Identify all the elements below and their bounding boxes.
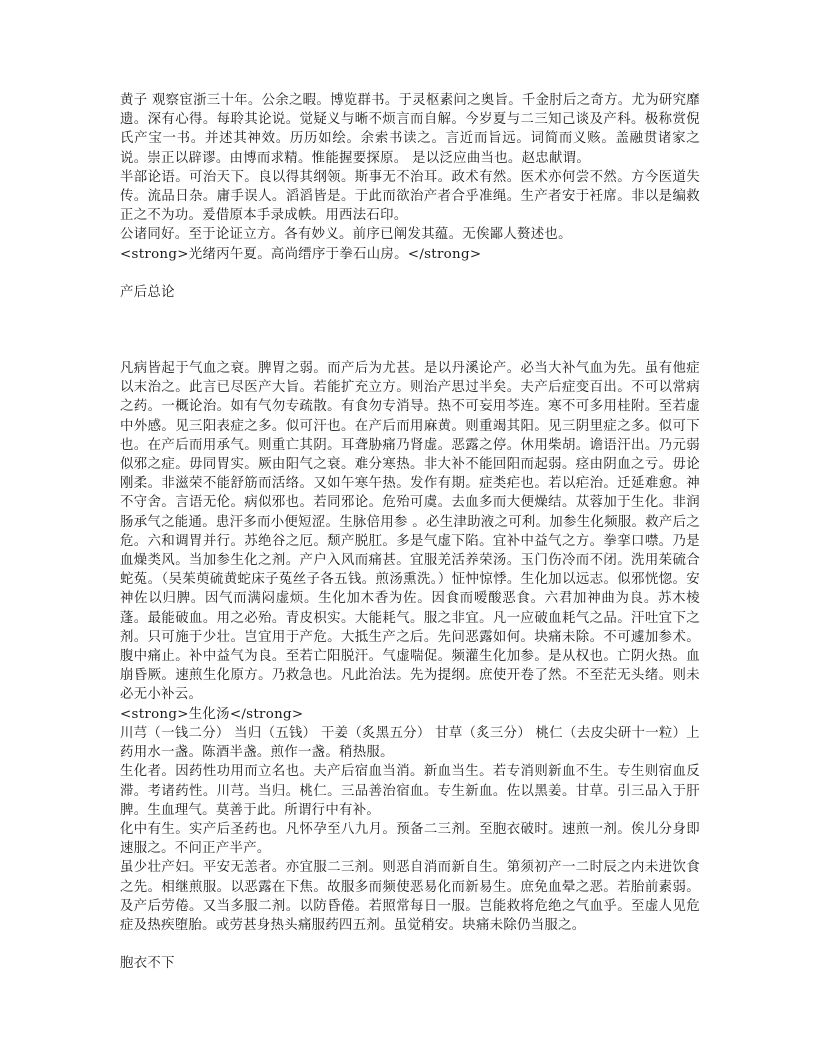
- section1-paragraph-1: 凡病皆起于气血之衰。脾胃之弱。而产后为尤甚。是以丹溪论产。必当大补气血为先。虽有他症以末治之。此言已尽医产大旨。若能扩充立方。则治产思过半矣。夫产后症变百出。不可以常病之药。一概论治。如有气勿专疏散。有食勿专消导。热不可妄用芩连。寒不可多用桂附。至若虚中外感。见三阳表症之多。似可汗也。在产后而用麻黄。则重竭其阳。见三阴里症之多。似可下也。在产后而用承气。则重亡其阴。耳聋胁痛乃肾虚。恶露之停。休用柴胡。谵语汗出。乃元弱似邪之症。毋同胃实。厥由阳气之衰。难分寒热。非大补不能回阳而起弱。痉由阴血之亏。毋论刚柔。非滋荣不能舒筋而活络。又如午寒午热。发作有期。症类疟也。若以疟治。迁延难愈。神不守舍。言语无伦。病似邪也。若同邪论。危殆可虞。去血多而大便燥结。苁蓉加于生化。非润肠承气之能通。患汗多而小便短涩。生脉倍用参 。必生津助液之可利。加参生化频服。救产后之危。六和调胃并行。苏绝谷之厄。颓产脱肛。多是气虚下陷。宜补中益气之方。拳挛口噤。乃是血燥类风。当加参生化之剂。产户入风而痛甚。宜服羌活养荣汤。玉门伤冷而不闭。洗用茱硫合蛇菟。（吴茱萸硫黄蛇床子菟丝子各五钱。煎汤熏洗。）怔忡惊悸。生化加以远志。似邪恍惚。安神佐以归脾。因气而满闷虚烦。生化加木香为佐。因食而嗳酸恶食。六君加神曲为良。苏木棱蓬。最能破血。用之必殆。青皮枳实。大能耗气。服之非宜。凡一应破血耗气之品。汗吐宜下之剂。只可施于少壮。岂宜用于产危。大抵生产之后。先问恶露如何。块痛未除。不可遽加参术。腹中痛止。补中益气为良。至若亡阳脱汗。气虚喘促。频灌生化加参。是从权也。亡阴火热。血崩昏厥。速煎生化原方。乃救急也。凡此治法。先为提纲。庶使开卷了然。不至茫无头绪。则未必无小补云。: [120, 361, 700, 703]
- formula-ingredients: 川芎（一钱二分） 当归（五钱） 干姜（炙黑五分） 甘草（炙三分） 桃仁（去皮尖研十一粒）上药用水一盏。陈酒半盏。煎作一盏。稍热服。: [120, 725, 700, 761]
- section1-paragraph-6: 虽少壮产妇。平安无恙者。亦宜服二三剂。则恶自消而新自生。第须初产一二时辰之内未进饮食之先。相继煎服。以恶露在下焦。故服多而频使恶易化而新易生。庶免血晕之恶。若胎前素弱。及产后劳倦。又当多服二剂。以防昏倦。若照常每日一服。岂能救将危绝之气血乎。至虚人见危症及热疾堕胎。或劳甚身热头痛服药四五剂。虽觉稍安。块痛未除仍当服之。: [120, 860, 700, 933]
- section1-paragraph-5: 化中有生。实产后圣药也。凡怀孕至八九月。预备二三剂。至胞衣破时。速煎一剂。俟儿分身即速服之。不问正产半产。: [120, 821, 700, 857]
- section-title-retained-placenta: 胞衣不下: [120, 956, 175, 972]
- preface-paragraph-3: 公诸同好。至于论证立方。各有妙义。前序已阐发其蕴。无俟鄙人赘述也。: [120, 227, 572, 243]
- formula-title: <strong>生化汤</strong>: [120, 706, 304, 722]
- spacer: [120, 302, 700, 359]
- preface-paragraph-2: 半部论语。可治天下。良以得其纲领。斯事无不治耳。政术有然。医术亦何尝不然。方今医道失传。流品日杂。庸手误人。滔滔皆是。于此而欲治产者合乎准绳。生产者安于衽席。非以是编救正之不为功。爰借原本手录成帙。用西法石印。: [120, 169, 700, 224]
- spacer: [120, 264, 700, 283]
- section1-paragraph-4: 生化者。因药性功用而立名也。夫产后宿血当消。新血当生。若专消则新血不生。专生则宿血反滞。考诸药性。川芎。当归。桃仁。三品善治宿血。专生新血。佐以黑姜。甘草。引三品入于肝脾。生血理气。莫善于此。所谓行中有补。: [120, 764, 700, 818]
- section-title-postpartum-overview: 产后总论: [120, 284, 175, 300]
- preface-signature: <strong>光绪丙午夏。高尚缙序于拳石山房。</strong>: [120, 246, 482, 262]
- spacer: [120, 935, 700, 954]
- document-page: [120, 91, 700, 973]
- preface-paragraph-1: 黄子 观察宦浙三十年。公余之暇。博览群书。于灵枢素问之奥旨。千金肘后之奇方。尤为研究靡遗。深有心得。每聆其论说。觉疑义与晰不烦言而自解。今岁夏与二三知己谈及产科。极称赏倪氏产宝一书。并述其神效。历历如绘。余索书读之。言近而旨远。词简而义赅。盖融贯诸家之说。崇正以辟谬。由博而求精。惟能握要探原。 是以泛应曲当也。赵忠献谓。: [120, 93, 700, 166]
